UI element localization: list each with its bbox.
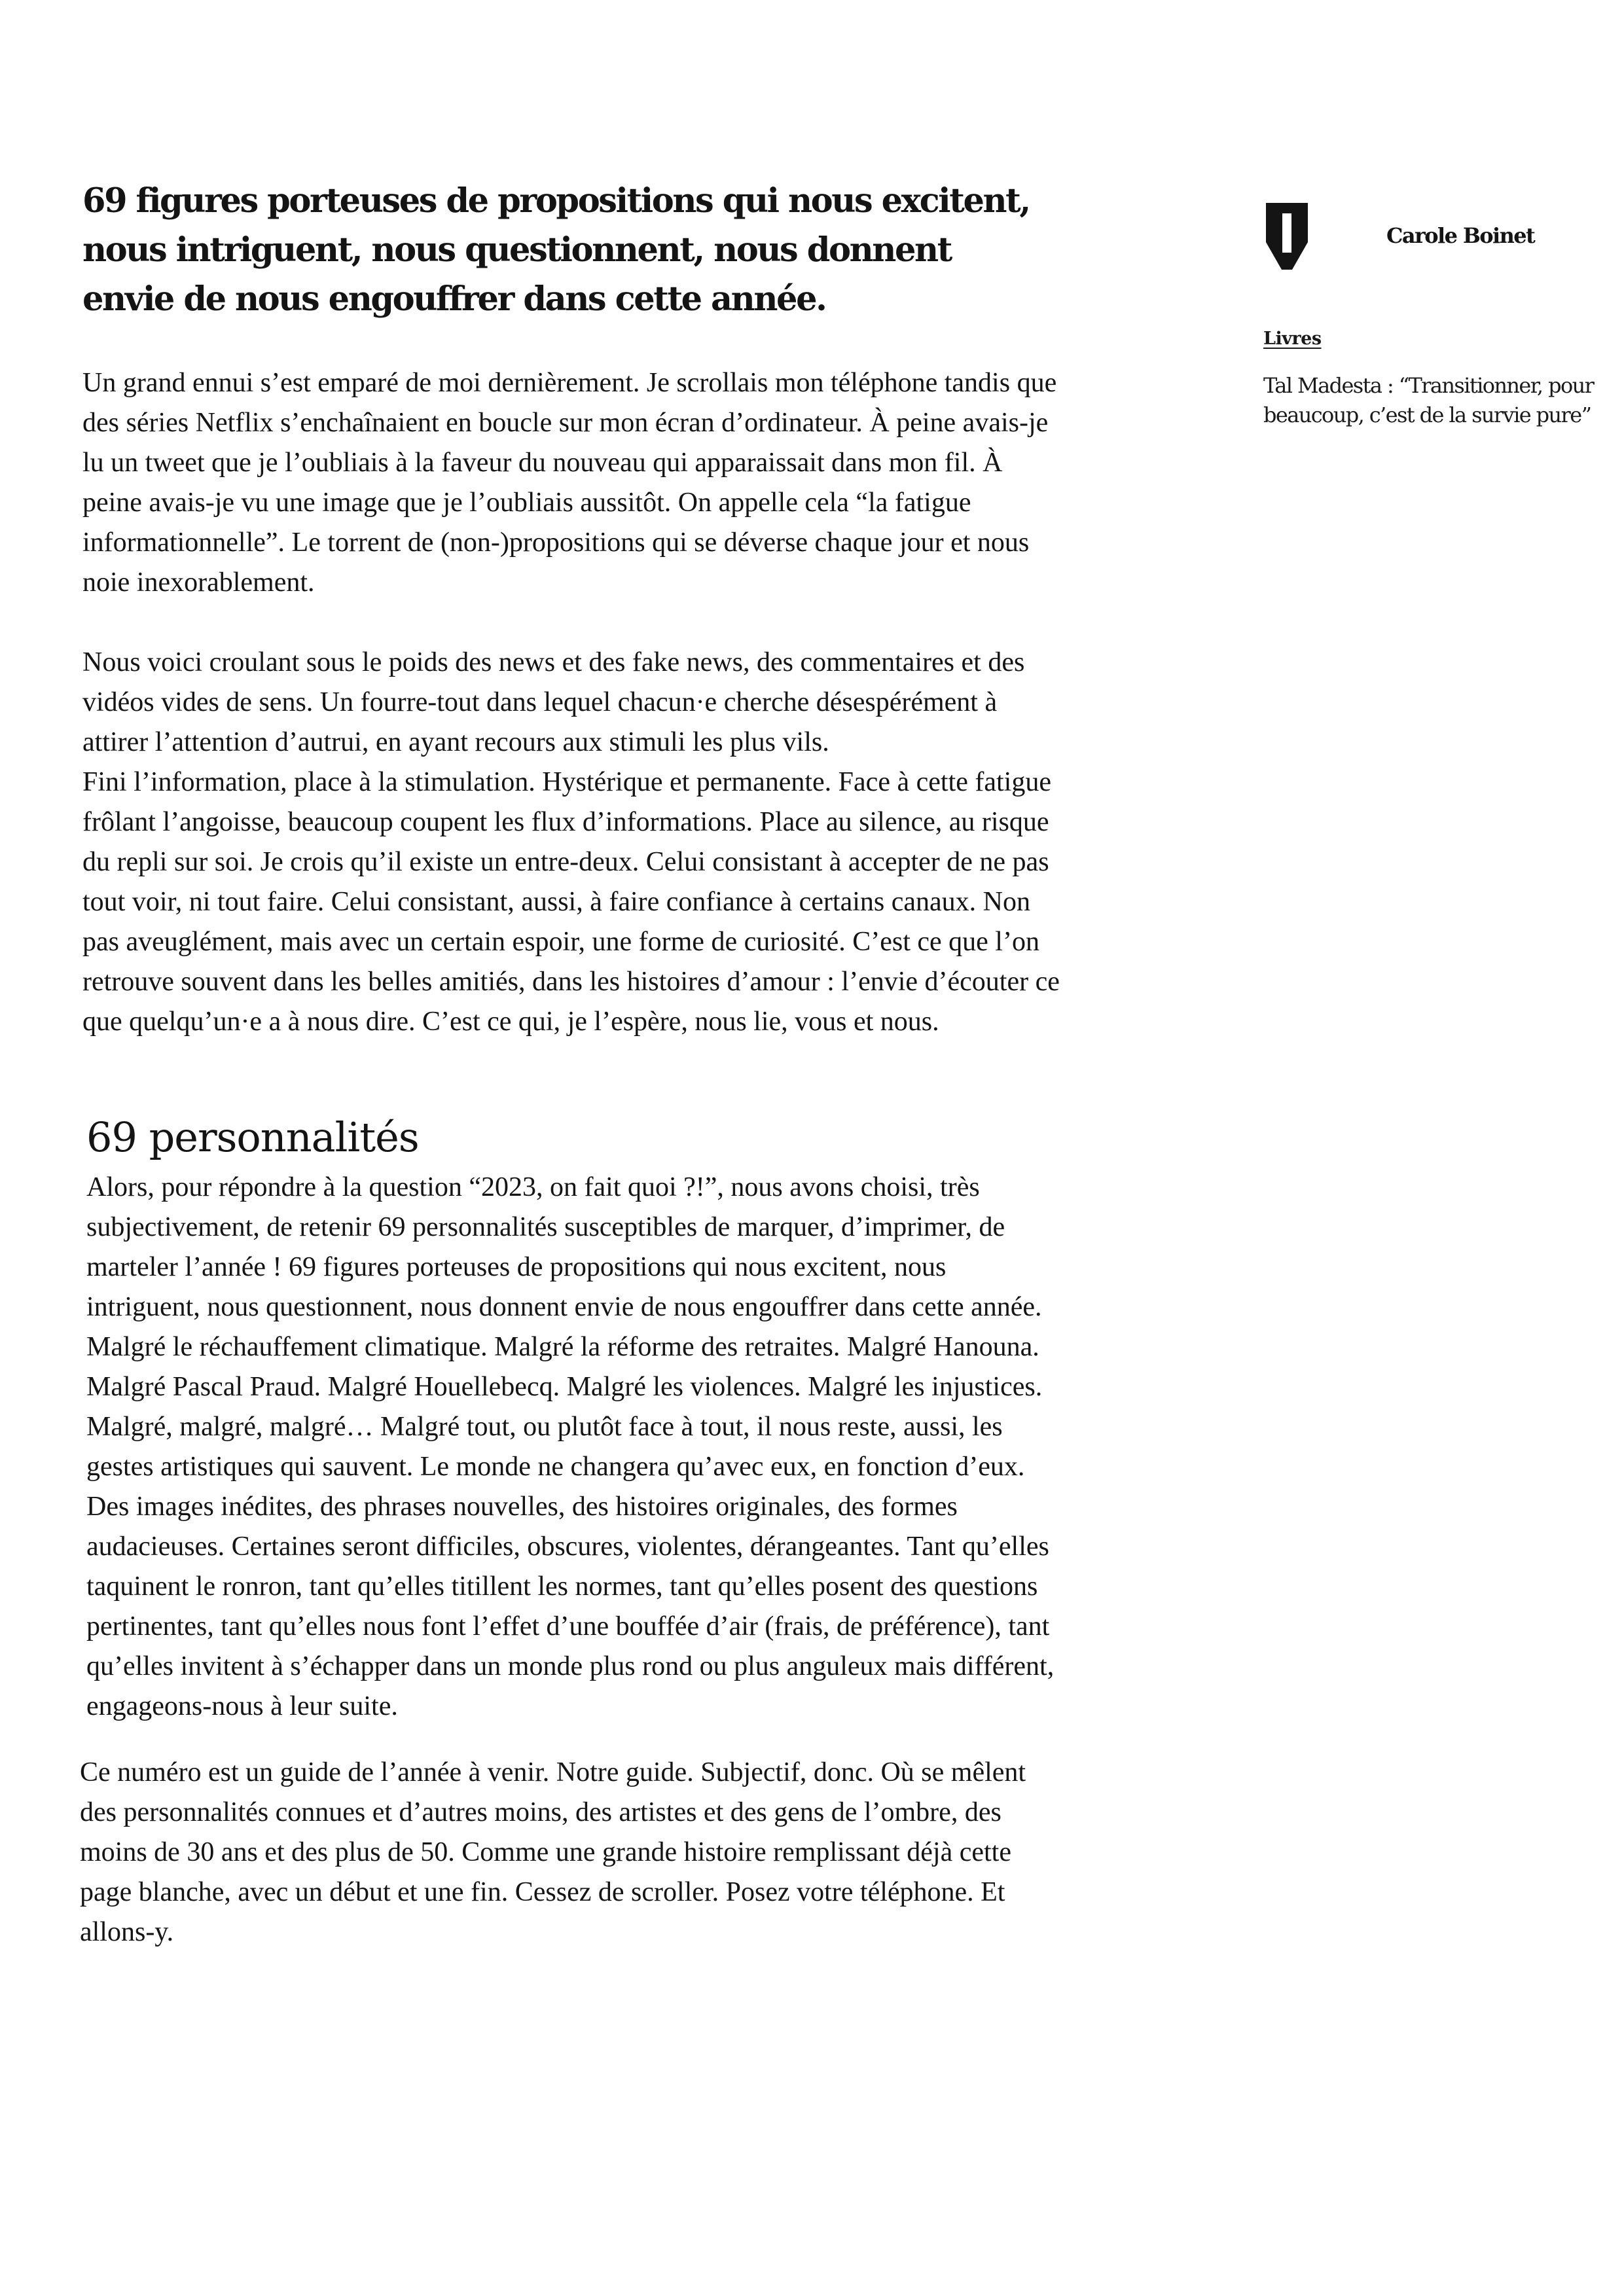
author-name[interactable]: Carole Boinet xyxy=(1386,223,1535,248)
sidebar xyxy=(1263,196,1617,430)
article-body xyxy=(82,177,1064,1952)
related-article-link[interactable]: Tal Madesta : “Transitionner, pour beaucoup, c’est de la survie pure” xyxy=(1263,373,1594,427)
section-title: 69 personnalités xyxy=(86,1113,419,1161)
article-paragraph: Fini l’information, place à la stimulation. Hystérique et permanente. Face à cette fatigue frôlant l’angoisse, beaucoup coupent les flux d’informations. Place au silence, au risque du repli sur soi. Je crois qu’il existe un entre-deux. Celui consistant à accepter de ne pas tout voir, ni tout faire. Celui consistant, aussi, à faire confiance à certains canaux. Non pas aveuglément, mais avec un certain espoir, une forme de curiosité. C’est ce que l’on retrouve souvent dans les belles amitiés, dans les histoires d’amour : l’envie d’écouter ce que quelqu’un·e a à nous dire. C’est ce qui, je l’espère, nous lie, vous et nous. xyxy=(82,767,1060,1037)
article-lede: 69 figures porteuses de propositions qui nous excitent, nous intriguent, nous questionnent, nous donnent envie de nous engouffrer dans cette année. xyxy=(82,181,1030,319)
article-paragraph: Alors, pour répondre à la question “2023, on fait quoi ?!”, nous avons choisi, très subjectivement, de retenir 69 personnalités susceptibles de marquer, d’imprimer, de marteler l’année ! 69 figures porteuses de propositions qui nous excitent, nous intriguent, nous questionnent, nous donnent envie de nous engouffrer dans cette année. Malgré le réchauffement climatique. Malgré la réforme des retraites. Malgré Hanouna. Malgré Pascal Praud. Malgré Houellebecq. Malgré les violences. Malgré les injustices. Malgré, malgré, malgré… Malgré tout, ou plutôt face à tout, il nous reste, aussi, les gestes artistiques qui sauvent. Le monde ne changera qu’avec eux, en fonction d’eux. Des images inédites, des phrases nouvelles, des histoires originales, des formes audacieuses. Certaines seront difficiles, obscures, violentes, dérangeantes. Tant qu’elles taquinent le ronron, tant qu’elles titillent les normes, tant qu’elles posent des questions pertinentes, tant qu’elles nous font l’effet d’une bouffée d’air (frais, de préférence), tant qu’elles invitent à s’échapper dans un monde plus rond ou plus anguleux mais différent, engageons-nous à leur suite. xyxy=(86,1172,1055,1721)
category-link[interactable]: Livres xyxy=(1263,329,1322,349)
pen-nib-icon xyxy=(1263,196,1310,275)
author-block[interactable] xyxy=(1263,196,1617,275)
article-paragraph: Nous voici croulant sous le poids des news et des fake news, des commentaires et des vidéos vides de sens. Un fourre-tout dans lequel chacun·e cherche désespérément à attirer l’attention d’autrui, en ayant recours aux stimuli les plus vils. xyxy=(82,647,1025,757)
article-paragraph: Ce numéro est un guide de l’année à venir. Notre guide. Subjectif, donc. Où se mêlent des personnalités connues et d’autres moins, des artistes et des gens de l’ombre, des moins de 30 ans et des plus de 50. Comme une grande histoire remplissant déjà cette page blanche, avec un début et une fin. Cessez de scroller. Posez votre téléphone. Et allons-y. xyxy=(80,1757,1026,1947)
article-paragraph: Un grand ennui s’est emparé de moi dernièrement. Je scrollais mon téléphone tandis que des séries Netflix s’enchaînaient en boucle sur mon écran d’ordinateur. À peine avais-je lu un tweet que je l’oubliais à la faveur du nouveau qui apparaissait dans mon fil. À peine avais-je vu une image que je l’oubliais aussitôt. On appelle cela “la fatigue informationnelle”. Le torrent de (non-)propositions qui se déverse chaque jour et nous noie inexorablement. xyxy=(82,368,1057,598)
